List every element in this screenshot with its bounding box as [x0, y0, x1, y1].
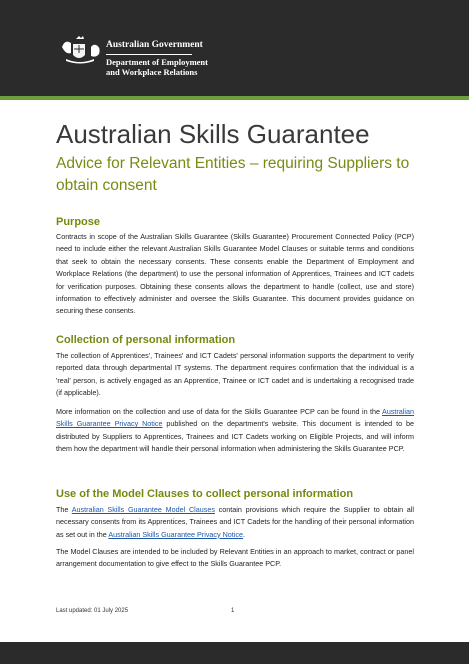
- model-clauses-text-end: .: [242, 529, 245, 539]
- last-updated-text: Last updated: 01 July 2025: [56, 608, 129, 614]
- purpose-paragraph: Contracts in scope of the Australian Skills Guarantee (Skills Guarantee) Procurement Connected Policy (PCP) need to include either the relevant Australian Skills Guarantee Model Clauses or suitable terms and conditions that seek to obtain the necessary consents. These consents enable the Department of Employment and Workplace Relations (the department) to use the personal information of Apprentices, Trainees and ICT cadets for verification purposes. Obtaining these consents allows the department to handle (collect, use and store) information to effectively administer and oversee the Skills Guarantee. This document provides guidance on securing these consents.: [56, 232, 414, 316]
- collection-paragraph-1: The collection of Apprentices', Trainees' and ICT Cadets' personal information supports the department to verify reported data through departmental IT systems. The department requires confirmation that the individual is a 'real' person, is actively engaged as an Apprentice, Trainee or ICT cadet and is undertaking a recognised trade (if applicable).: [56, 351, 414, 398]
- collection-paragraph-2: [56, 406, 414, 456]
- footer-bar: [0, 642, 469, 664]
- government-name: Australian Government: [106, 40, 203, 50]
- model-clauses-text-start: The: [56, 505, 72, 514]
- collection-paragraph-2-text: More information on the collection and use of data for the Skills Guarantee PCP can be found in the: [56, 407, 383, 416]
- privacy-notice-link-2[interactable]: Australian Skills Guarantee Privacy Notice: [108, 529, 243, 539]
- department-name-line-1: Department of Employment: [106, 57, 208, 67]
- department-name-line-2: and Workplace Relations: [106, 67, 198, 77]
- privacy-notice-link[interactable]: Australian Skills Guarantee Privacy Notice: [56, 407, 414, 429]
- model-clauses-heading: Use of the Model Clauses to collect personal information: [56, 488, 354, 500]
- header-divider: [106, 54, 192, 55]
- collection-heading: Collection of personal information: [56, 334, 236, 346]
- page-title: Australian Skills Guarantee: [56, 119, 370, 149]
- model-clauses-link[interactable]: Australian Skills Guarantee Model Clauses: [71, 505, 215, 514]
- purpose-heading: Purpose: [56, 216, 101, 228]
- collection-paragraph-2-text-end: published on the department's website. This document is intended to be distributed by Suppliers to Apprentices, Trainees and ICT Cadets working on Eligible Projects, and will inform them how the department will handle their personal information when administering the Skills Guarantee PCP.: [56, 419, 414, 454]
- model-clauses-text-middle: contain provisions which require the Supplier to obtain all necessary consents from its Apprentices, Trainees and ICT Cadets for the handling of their personal information as set out in the: [56, 505, 414, 539]
- header-accent-band: [0, 96, 469, 100]
- coat-of-arms-icon: [58, 35, 102, 65]
- model-clauses-paragraph-1: [56, 504, 414, 541]
- page-subtitle: Advice for Relevant Entities – requiring Suppliers to obtain consent: [56, 155, 410, 194]
- model-clauses-paragraph-2: The Model Clauses are intended to be included by Relevant Entities in an approach to market, contract or panel arrangement documentation to give effect to the Skills Guarantee PCP.: [56, 547, 414, 569]
- page-number: 1: [231, 608, 235, 614]
